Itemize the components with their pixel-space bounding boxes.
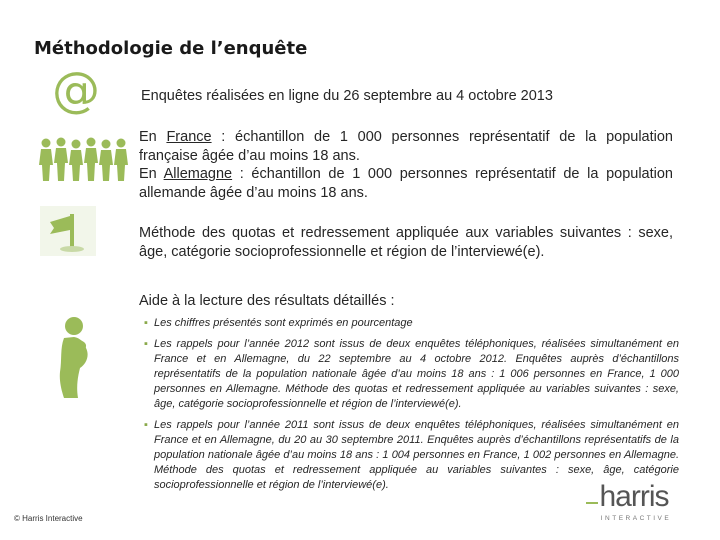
svg-text:INTERACTIVE: INTERACTIVE (600, 515, 672, 522)
people-group-icon (38, 136, 130, 182)
list-item: ▪ Les rappels pour l’année 2012 sont issus de deux enquêtes téléphoniques, réalisées simultanément en France et en Allemagne, du 22 septembre au 4 octobre 2012. Enquêtes auprès d’échantillons représentatifs de la population nationale âgée d’au moins 18 ans : 1 006 personnes en France, 1 000 personnes en Allemagne. Méthode des quotas et redressement appliquée au variables suivantes : sexe, âge, catégorie socioprofessionnelle et région de l’interviewé(e). (144, 338, 679, 410)
france-sample: En France : échantillon de 1 000 personnes représentatif de la population française âgée d’au moins 18 ans. (139, 129, 673, 164)
thinker-icon (56, 316, 96, 398)
germany-sample: En Allemagne : échantillon de 1 000 personnes représentatif de la population allemande âgée d’au moins 18 ans. (139, 166, 673, 201)
page-title: Méthodologie de l’enquête (34, 38, 308, 59)
flag-icon (40, 206, 96, 256)
samples-block (139, 128, 673, 202)
germany-country: Allemagne (163, 166, 233, 182)
at-icon: @ (52, 62, 100, 118)
list-item: ▪ Les chiffres présentés sont exprimés en pourcentage (144, 317, 413, 329)
copyright: © Harris Interactive (14, 514, 83, 523)
reading-aid-list (144, 316, 679, 499)
reading-aid-heading: Aide à la lecture des résultats détaillés : (139, 293, 395, 309)
method-text: Méthode des quotas et redressement appliquée aux variables suivantes : sexe, âge, catégorie socioprofessionnelle et région de l’interviewé(e). (139, 225, 673, 260)
list-item: ▪ Les rappels pour l’année 2011 sont issus de deux enquêtes téléphoniques, réalisées simultanément en France et en Allemagne, du 20 au 30 septembre 2011. Enquêtes auprès d’échantillons représentatifs de la population nationale âgée d’au moins 18 ans : 1 004 personnes en France, 1 002 personnes en Allemagne. Méthode des quotas et redressement appliquée au variables suivantes : sexe, âge, catégorie socioprofessionnelle et région de l’interviewé(e). (144, 419, 679, 491)
france-country: France (166, 129, 212, 145)
survey-dates: Enquêtes réalisées en ligne du 26 septembre au 4 octobre 2013 (141, 88, 553, 104)
svg-text:harris: harris (599, 480, 669, 513)
harris-logo (584, 474, 684, 530)
